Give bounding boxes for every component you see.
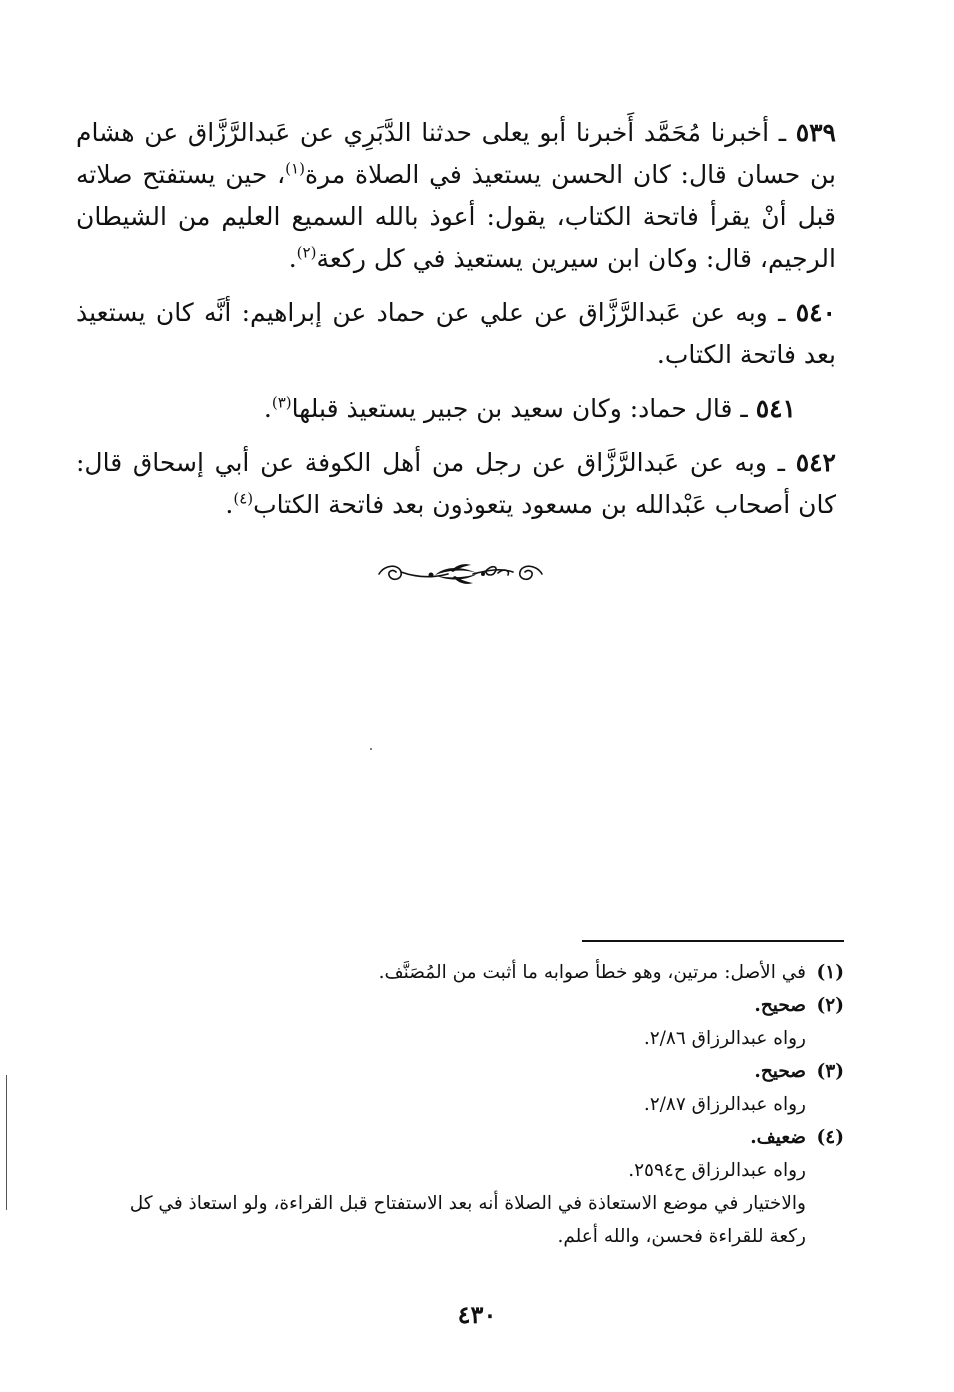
floral-divider-icon <box>373 556 548 592</box>
hadith-number: ٥٤١ <box>755 394 796 423</box>
footnotes <box>104 956 844 1253</box>
footnote-4 <box>104 1121 844 1253</box>
footnote-body <box>104 1121 806 1253</box>
footnote-text: رواه عبدالرزاق ح٢٥٩٤. <box>628 1160 806 1181</box>
hadith-end: . <box>288 244 297 273</box>
footnote-text: رواه عبدالرزاق ٢/٨٧. <box>643 1094 806 1115</box>
hadith-number: ٥٤٠ <box>795 298 836 327</box>
hadith-539 <box>76 112 836 280</box>
footnote-grade: صحيح. <box>754 1061 806 1082</box>
footnote-ref[interactable]: (٣) <box>271 393 292 412</box>
footnote-body <box>104 1055 806 1121</box>
hadith-text-continued: ، حين يستفتح صلاته قبل أنْ يقرأ فاتحة الكتاب، يقول: أعوذ بالله السميع العليم من الشيطان الرجيم، قال: وكان ابن سيرين يستعيذ في كل ركعة <box>76 160 836 273</box>
footnote-body <box>104 989 806 1055</box>
hadith-end: . <box>263 394 272 423</box>
hadith-number: ٥٤٢ <box>795 448 836 477</box>
footnote-number: (٤) <box>816 1127 844 1148</box>
hadith-text: ـ قال حماد: وكان سعيد بن جبير يستعيذ قبلها <box>291 394 756 423</box>
footnote-grade: صحيح. <box>754 995 806 1016</box>
footnote-3 <box>104 1055 844 1121</box>
hadith-542 <box>76 442 836 526</box>
hadith-541 <box>76 388 836 430</box>
footnote-text: رواه عبدالرزاق ٢/٨٦. <box>643 1028 806 1049</box>
scan-edge-line <box>6 1075 7 1210</box>
footnote-grade: ضعيف. <box>750 1127 806 1148</box>
footnote-note: والاختيار في موضع الاستعاذة في الصلاة أنه بعد الاستفتاح قبل القراءة، ولو استعاذ في كل ركعة للقراءة فحسن، والله أعلم. <box>129 1193 806 1247</box>
page-number: ٤٣٠ <box>457 1300 497 1329</box>
hadith-text: ـ أخبرنا مُحَمَّد أَخبرنا أبو يعلى حدثنا الدَّبَرِي عن عَبدالرَّزَّاق عن هشام بن حسان قال: كان الحسن يستعيذ في الصلاة مرة <box>76 118 837 189</box>
hadith-text: ـ وبه عن عَبدالرَّزَّاق عن رجل من أهل الكوفة عن أبي إسحاق قال: كان أصحاب عَبْدالله بن مسعود يتعوذون بعد فاتحة الكتاب <box>76 448 836 519</box>
footnote-ref[interactable]: (١) <box>285 159 305 178</box>
footnote-number: (١) <box>816 962 844 983</box>
footnote-ref[interactable]: (٤) <box>233 489 254 508</box>
footnote-ref[interactable]: (٢) <box>296 243 317 262</box>
footnote-number: (٣) <box>816 1061 844 1082</box>
hadith-text: ـ وبه عن عَبدالرَّزَّاق عن علي عن حماد عن إبراهيم: أنَّه كان يستعيذ بعد فاتحة الكتاب. <box>76 298 836 369</box>
hadith-number: ٥٣٩ <box>795 118 836 147</box>
hadith-end: . <box>225 490 234 519</box>
hadith-540 <box>76 292 836 376</box>
main-text <box>76 112 836 538</box>
footnote-2 <box>104 989 844 1055</box>
footnote-text: في الأصل: مرتين، وهو خطأ صوابه ما أثبت من المُصَنَّف. <box>378 962 806 983</box>
footnote-separator <box>582 940 844 942</box>
footnote-body <box>104 956 806 989</box>
scan-speck <box>370 748 372 750</box>
footnote-number: (٢) <box>816 995 844 1016</box>
footnote-1 <box>104 956 844 989</box>
